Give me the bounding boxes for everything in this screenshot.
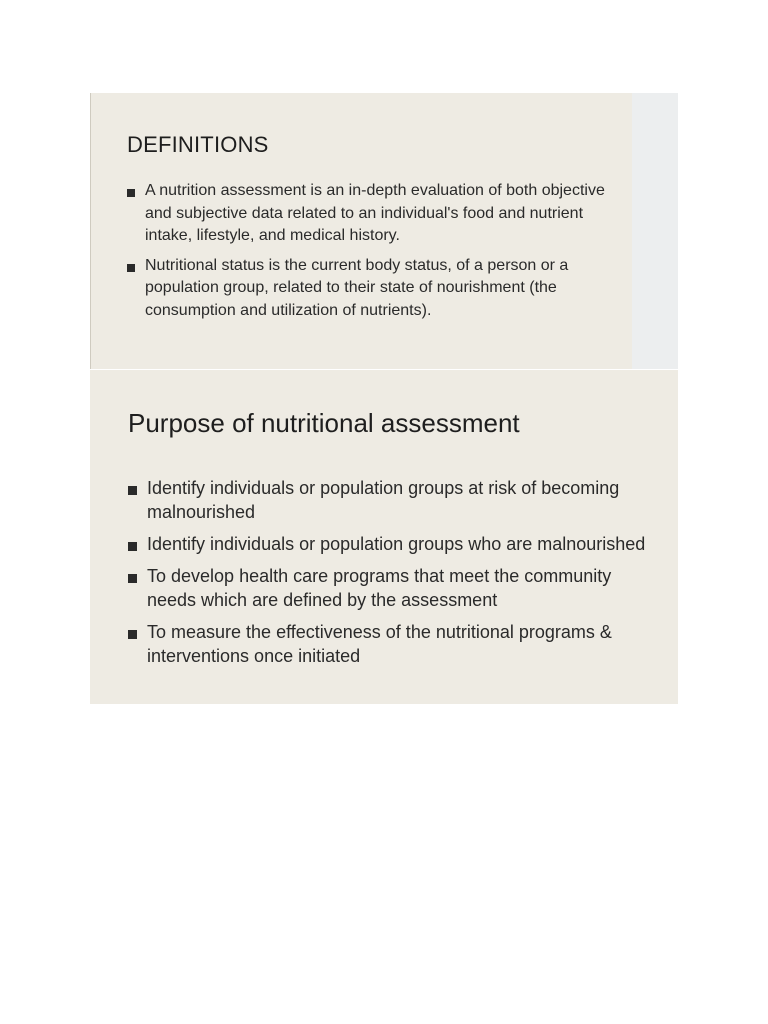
definition-item — [127, 255, 607, 323]
purpose-slide — [90, 370, 678, 704]
slide-side-strip — [632, 93, 678, 369]
purpose-text: Identify individuals or population groups at risk of becoming malnourished — [147, 478, 620, 522]
definition-text: Nutritional status is the current body status, of a person or a population group, related to their state of nourishment (the consumption and utilization of nutrients). — [145, 256, 569, 319]
purpose-item — [128, 476, 658, 524]
purpose-text: To measure the effectiveness of the nutritional programs & interventions once initiated — [147, 622, 612, 666]
purpose-text: Identify individuals or population groups who are malnourished — [147, 534, 646, 554]
purpose-item — [128, 564, 658, 612]
square-bullet-icon — [128, 574, 137, 583]
definition-item — [127, 180, 607, 248]
square-bullet-icon — [127, 264, 135, 272]
definitions-title: DEFINITIONS — [127, 132, 269, 157]
square-bullet-icon — [128, 486, 137, 495]
square-bullet-icon — [127, 189, 135, 197]
purpose-item — [128, 620, 658, 668]
square-bullet-icon — [128, 630, 137, 639]
purpose-text: To develop health care programs that meet the community needs which are defined by the assessment — [147, 566, 612, 610]
definitions-slide — [90, 93, 678, 369]
purpose-list — [128, 476, 658, 676]
definition-text: A nutrition assessment is an in-depth evaluation of both objective and subjective data related to an individual's food and nutrient intake, lifestyle, and medical history. — [145, 182, 605, 244]
square-bullet-icon — [128, 542, 137, 551]
purpose-title: Purpose of nutritional assessment — [128, 408, 520, 438]
purpose-item — [128, 532, 658, 556]
definitions-list — [127, 180, 607, 329]
